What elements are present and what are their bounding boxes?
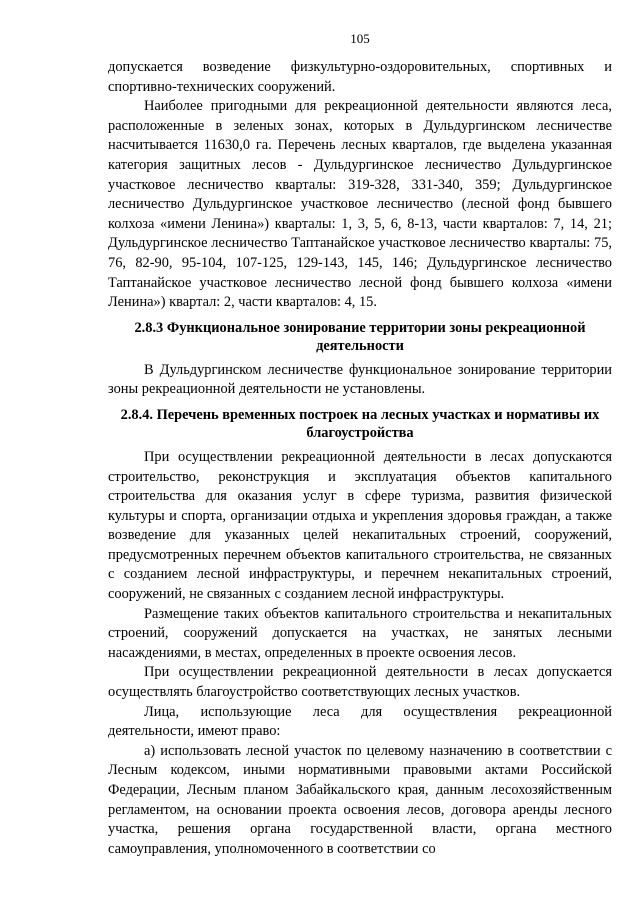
- section-heading-2-8-3: 2.8.3 Функциональное зонирование территории зоны рекреационной деятельности: [134, 319, 586, 354]
- paragraph: Лица, использующие леса для осуществления рекреационной деятельности, имеют право:: [108, 703, 612, 740]
- paragraph: Размещение таких объектов капитального строительства и некапитальных строений, сооружений допускается на участках, не занятых лесными насаждениями, в местах, определенных в проекте освоения лесов.: [108, 605, 612, 661]
- paragraph: При осуществлении рекреационной деятельности в лесах допускается осуществлять благоустройство соответствующих лесных участков.: [108, 664, 612, 701]
- list-item: а) использовать лесной участок по целевому назначению в соответствии с Лесным кодексом, иными нормативными правовыми актами Российской Федерации, Лесным планом Забайкальского края, данным лесохозяйственным регламентом, на основании проекта освоения лесов, договора аренды лесного участка, решения органа государственной власти, органа местного самоуправления, уполномоченного в соответствии со: [108, 742, 612, 857]
- page-number: 105: [350, 31, 370, 46]
- section-heading-2-8-4: 2.8.4. Перечень временных построек на лесных участках и нормативы их благоустройства: [120, 406, 600, 441]
- paragraph: В Дульдургинском лесничестве функциональное зонирование территории зоны рекреационной деятельности не установлены.: [108, 361, 612, 398]
- paragraph: допускается возведение физкультурно-оздоровительных, спортивных и спортивно-технических сооружений.: [108, 59, 612, 95]
- paragraph: При осуществлении рекреационной деятельности в лесах допускаются строительство, реконструкция и эксплуатация объектов капитального строительства для оказания услуг в сфере туризма, развития физической культуры и спорта, организации отдыха и укрепления здоровья граждан, а также возведение для указанных целей некапитальных строений, сооружений, предусмотренных перечнем объектов капитального строительства, не связанных с созданием лесной инфраструктуры, и перечнем некапитальных строений, сооружений, не связанных с созданием лесной инфраструктуры.: [108, 448, 612, 603]
- paragraph: Наиболее пригодными для рекреационной деятельности являются леса, расположенные в зеленых зонах, которых в Дульдургинском лесничестве насчитывается 11630,0 га. Перечень лесных кварталов, где выделена указанная категория защитных лесов - Дульдургинское лесничество Дульдургинское участковое лесничество кварталы: 319-328, 331-340, 359; Дульдургинское лесничество Дульдургинское участковое лесничество (лесной фонд бывшего колхоза «имени Ленина») кварталы: 1, 3, 5, 6, 8-13, части кварталов: 7, 14, 21; Дульдургинское лесничество Таптанайское участковое лесничество кварталы: 75, 76, 82-90, 95-104, 107-125, 129-143, 145, 146; Дульдургинское лесничество Таптанайское участковое лесничество лесной фонд бывшего колхоза «имени Ленина») квартал: 2, части кварталов: 4, 15.: [108, 98, 612, 311]
- document-page: [108, 30, 612, 859]
